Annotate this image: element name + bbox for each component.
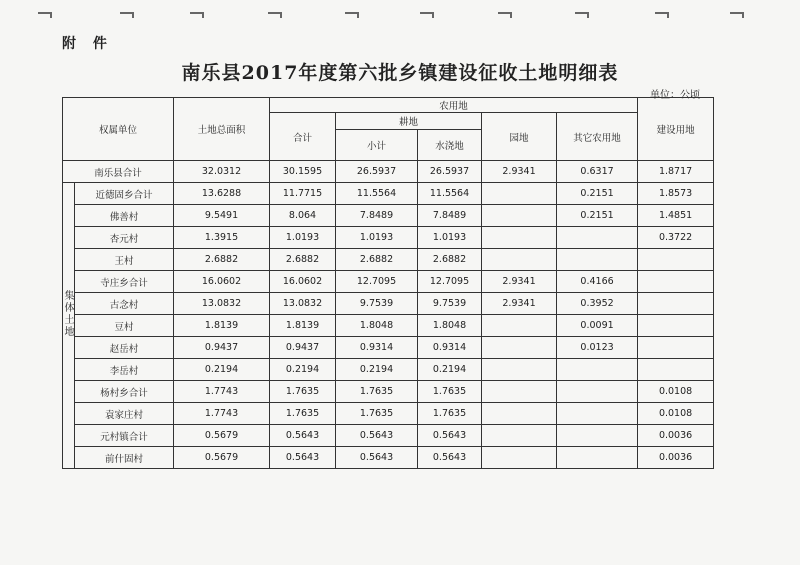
cell-name: 古念村 xyxy=(75,293,174,315)
cell-other: 0.2151 xyxy=(557,183,638,205)
cell-construction xyxy=(638,359,714,381)
cell-garden xyxy=(482,359,557,381)
cell-garden xyxy=(482,337,557,359)
header-cultivated: 耕地 xyxy=(336,113,482,130)
cell-garden: 2.9341 xyxy=(482,161,557,183)
cell-farm-total: 13.0832 xyxy=(270,293,336,315)
cell-construction: 0.0108 xyxy=(638,403,714,425)
cell-total: 16.0602 xyxy=(174,271,270,293)
header-total-area: 土地总面积 xyxy=(174,98,270,161)
cell-other: 0.4166 xyxy=(557,271,638,293)
cell-subtotal: 0.5643 xyxy=(336,425,418,447)
cell-garden xyxy=(482,403,557,425)
document-title: 南乐县2017年度第六批乡镇建设征收土地明细表 xyxy=(181,62,619,84)
cell-total: 0.5679 xyxy=(174,447,270,469)
cell-construction: 0.3722 xyxy=(638,227,714,249)
cell-total: 2.6882 xyxy=(174,249,270,271)
table-row xyxy=(63,403,714,425)
cell-other: 0.0123 xyxy=(557,337,638,359)
cell-construction xyxy=(638,249,714,271)
cell-name: 豆村 xyxy=(75,315,174,337)
table-row xyxy=(63,249,714,271)
table-row xyxy=(63,315,714,337)
header-garden: 园地 xyxy=(482,113,557,161)
cell-total: 1.8139 xyxy=(174,315,270,337)
cell-farm-total: 1.7635 xyxy=(270,403,336,425)
cell-name: 前什固村 xyxy=(75,447,174,469)
cell-subtotal: 1.8048 xyxy=(336,315,418,337)
cell-farm-total: 0.5643 xyxy=(270,447,336,469)
cell-total: 32.0312 xyxy=(174,161,270,183)
cell-farm-total: 1.0193 xyxy=(270,227,336,249)
header-farmland: 农用地 xyxy=(270,98,638,113)
cell-other xyxy=(557,403,638,425)
header-other-farm: 其它农用地 xyxy=(557,113,638,161)
cell-irrigated: 1.8048 xyxy=(418,315,482,337)
cell-name: 杏元村 xyxy=(75,227,174,249)
cell-irrigated: 0.5643 xyxy=(418,425,482,447)
cell-other xyxy=(557,381,638,403)
cell-irrigated: 7.8489 xyxy=(418,205,482,227)
cell-irrigated: 9.7539 xyxy=(418,293,482,315)
cell-other xyxy=(557,249,638,271)
cell-farm-total: 0.5643 xyxy=(270,425,336,447)
cell-subtotal: 0.5643 xyxy=(336,447,418,469)
cell-name: 寺庄乡合计 xyxy=(75,271,174,293)
cell-construction: 1.4851 xyxy=(638,205,714,227)
cell-garden xyxy=(482,381,557,403)
cell-construction: 0.0108 xyxy=(638,381,714,403)
cell-subtotal: 12.7095 xyxy=(336,271,418,293)
cell-construction xyxy=(638,271,714,293)
cell-total: 0.2194 xyxy=(174,359,270,381)
cell-name: 李岳村 xyxy=(75,359,174,381)
cell-other xyxy=(557,447,638,469)
header-irrigated: 水浇地 xyxy=(418,130,482,161)
cell-other: 0.2151 xyxy=(557,205,638,227)
cell-garden xyxy=(482,227,557,249)
cell-garden xyxy=(482,183,557,205)
cell-other: 0.3952 xyxy=(557,293,638,315)
cell-garden xyxy=(482,315,557,337)
cell-total: 1.7743 xyxy=(174,403,270,425)
cell-subtotal: 2.6882 xyxy=(336,249,418,271)
cell-other xyxy=(557,227,638,249)
cell-subtotal: 1.0193 xyxy=(336,227,418,249)
header-subtotal: 小计 xyxy=(336,130,418,161)
cell-irrigated: 1.7635 xyxy=(418,381,482,403)
unit-label: 单位：公顷 xyxy=(650,90,700,101)
table-row xyxy=(63,447,714,469)
cell-subtotal: 7.8489 xyxy=(336,205,418,227)
table-row xyxy=(63,271,714,293)
attachment-label: 附 件 xyxy=(62,36,113,52)
cell-farm-total: 1.8139 xyxy=(270,315,336,337)
cell-subtotal: 0.2194 xyxy=(336,359,418,381)
cell-farm-total: 16.0602 xyxy=(270,271,336,293)
cell-subtotal: 1.7635 xyxy=(336,403,418,425)
cell-total: 13.6288 xyxy=(174,183,270,205)
header-farm-total: 合计 xyxy=(270,113,336,161)
cell-farm-total: 11.7715 xyxy=(270,183,336,205)
cell-name: 王村 xyxy=(75,249,174,271)
cell-irrigated: 2.6882 xyxy=(418,249,482,271)
table-row xyxy=(63,359,714,381)
cell-irrigated: 11.5564 xyxy=(418,183,482,205)
cell-farm-total: 0.2194 xyxy=(270,359,336,381)
cell-name: 赵岳村 xyxy=(75,337,174,359)
header-construction: 建设用地 xyxy=(638,98,714,161)
cell-other xyxy=(557,359,638,381)
cell-total: 13.0832 xyxy=(174,293,270,315)
cell-construction xyxy=(638,337,714,359)
cell-farm-total: 8.064 xyxy=(270,205,336,227)
cell-subtotal: 0.9314 xyxy=(336,337,418,359)
land-detail-table xyxy=(62,97,714,469)
cell-total: 0.9437 xyxy=(174,337,270,359)
cell-name: 佛善村 xyxy=(75,205,174,227)
cell-other: 0.6317 xyxy=(557,161,638,183)
cell-garden xyxy=(482,205,557,227)
cell-other xyxy=(557,425,638,447)
cell-name: 元村镇合计 xyxy=(75,425,174,447)
collective-land-label: 集体土地 xyxy=(62,290,73,338)
table-row xyxy=(63,425,714,447)
cell-subtotal: 26.5937 xyxy=(336,161,418,183)
table-row xyxy=(63,337,714,359)
cell-farm-total: 1.7635 xyxy=(270,381,336,403)
cell-construction: 1.8717 xyxy=(638,161,714,183)
cell-irrigated: 26.5937 xyxy=(418,161,482,183)
table-row xyxy=(63,205,714,227)
cell-irrigated: 0.5643 xyxy=(418,447,482,469)
cell-garden xyxy=(482,425,557,447)
table-row xyxy=(63,293,714,315)
cell-construction xyxy=(638,293,714,315)
cell-total: 1.7743 xyxy=(174,381,270,403)
table-row xyxy=(63,381,714,403)
cell-construction: 1.8573 xyxy=(638,183,714,205)
table-body xyxy=(63,161,714,469)
cell-irrigated: 0.9314 xyxy=(418,337,482,359)
cell-construction: 0.0036 xyxy=(638,425,714,447)
cell-subtotal: 11.5564 xyxy=(336,183,418,205)
cell-total: 1.3915 xyxy=(174,227,270,249)
cell-farm-total: 0.9437 xyxy=(270,337,336,359)
cell-irrigated: 12.7095 xyxy=(418,271,482,293)
cell-other: 0.0091 xyxy=(557,315,638,337)
cell-name: 南乐县合计 xyxy=(63,161,174,183)
cell-farm-total: 2.6882 xyxy=(270,249,336,271)
cell-garden: 2.9341 xyxy=(482,293,557,315)
cell-irrigated: 1.0193 xyxy=(418,227,482,249)
cell-irrigated: 1.7635 xyxy=(418,403,482,425)
cell-construction xyxy=(638,315,714,337)
cell-subtotal: 1.7635 xyxy=(336,381,418,403)
header-owner: 权属单位 xyxy=(63,98,174,161)
table-row xyxy=(63,227,714,249)
punch-hole-marks xyxy=(0,8,800,22)
cell-total: 9.5491 xyxy=(174,205,270,227)
summary-row xyxy=(63,161,714,183)
cell-name: 袁家庄村 xyxy=(75,403,174,425)
cell-construction: 0.0036 xyxy=(638,447,714,469)
cell-name: 近德固乡合计 xyxy=(75,183,174,205)
cell-farm-total: 30.1595 xyxy=(270,161,336,183)
cell-garden xyxy=(482,447,557,469)
cell-subtotal: 9.7539 xyxy=(336,293,418,315)
cell-total: 0.5679 xyxy=(174,425,270,447)
cell-name: 杨村乡合计 xyxy=(75,381,174,403)
cell-irrigated: 0.2194 xyxy=(418,359,482,381)
cell-garden xyxy=(482,249,557,271)
cell-garden: 2.9341 xyxy=(482,271,557,293)
table-row xyxy=(63,183,714,205)
